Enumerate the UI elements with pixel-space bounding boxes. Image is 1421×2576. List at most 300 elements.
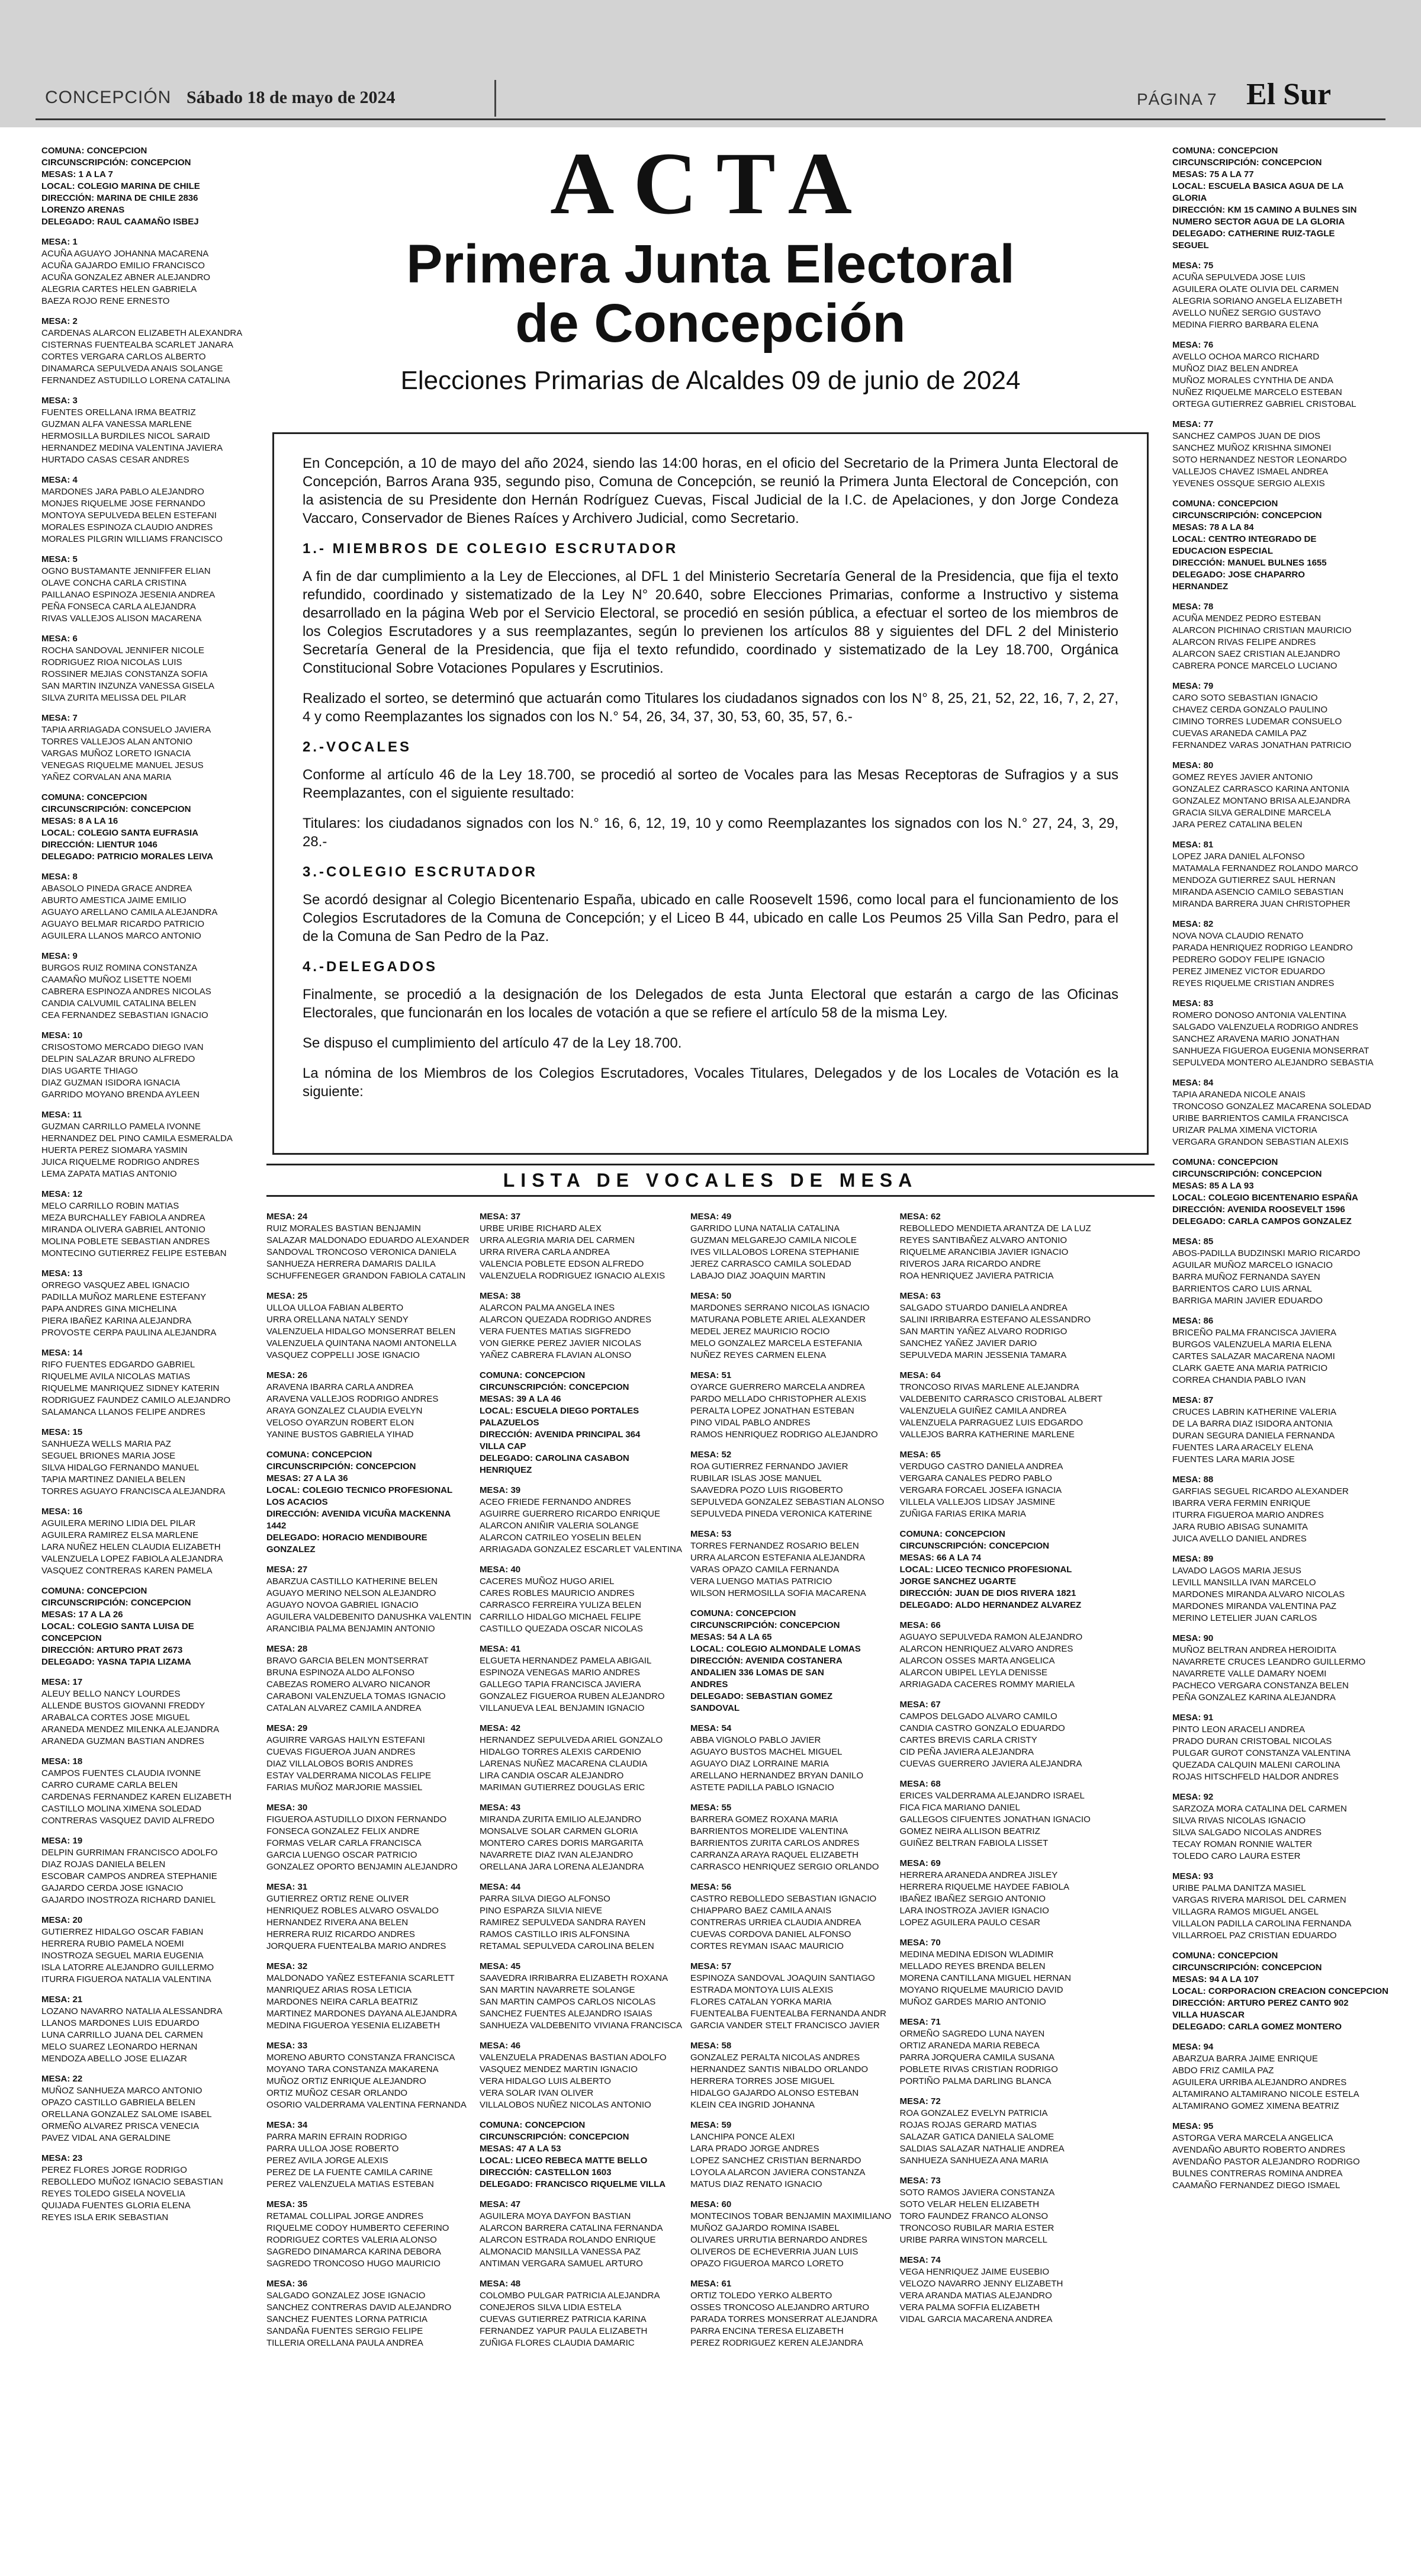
local-info-line: MESAS: 17 A LA 26 bbox=[41, 1610, 123, 1620]
vocal-name: REBOLLEDO MENDIETA ARANTZA DE LA LUZ bbox=[899, 1223, 1091, 1234]
vocal-name: AGUILERA URRIBA ALEJANDRO ANDRES bbox=[1172, 2077, 1347, 2087]
mesa-block bbox=[41, 1756, 232, 1827]
local-info-line: LOCAL: COLEGIO TECNICO PROFESIONAL bbox=[266, 1485, 453, 1495]
local-info-line: DELEGADO: CAROLINA CASABON bbox=[479, 1453, 629, 1463]
local-info-line: LOCAL: COLEGIO BICENTENARIO ESPAÑA bbox=[1172, 1193, 1358, 1203]
vocal-name: CARRASCO FERREIRA YULIZA BELEN bbox=[479, 1600, 642, 1610]
local-info-line: 1442 bbox=[266, 1521, 287, 1531]
mesa-title: MESA: 90 bbox=[1172, 1633, 1214, 1643]
vocal-name: BRAVO GARCIA BELEN MONTSERRAT bbox=[266, 1656, 429, 1666]
mesa-title: MESA: 15 bbox=[41, 1427, 83, 1437]
paragraph-6: Finalmente, se procedió a la designación de los Delegados de esta Junta Electoral que estarán a cargo de las Oficinas Electorales, que funcionarán en los locales de votación a que se refiere el artículo 58 de la misma Ley. bbox=[303, 987, 1118, 1021]
vocal-name: VILLAGRA RAMOS MIGUEL ANGEL bbox=[1172, 1907, 1319, 1917]
mesa-block bbox=[690, 2040, 892, 2111]
vocal-name: MARDONES MIRANDA ALVARO NICOLAS bbox=[1172, 1589, 1345, 1599]
vocal-name: ALARCON UBIPEL LEYLA DENISSE bbox=[899, 1668, 1048, 1678]
vocal-name: ZUÑIGA FARIAS ERIKA MARIA bbox=[899, 1509, 1026, 1519]
mesa-title: MESA: 94 bbox=[1172, 2042, 1214, 2052]
vocal-name: NUÑEZ REYES CARMEN ELENA bbox=[690, 1350, 827, 1360]
mesa-column bbox=[480, 1211, 682, 2561]
vocal-name: PEREZ RODRIGUEZ KEREN ALEJANDRA bbox=[690, 2338, 863, 2348]
vocal-name: URIBE PALMA DANITZA MASIEL bbox=[1172, 1883, 1306, 1893]
mesa-title: MESA: 43 bbox=[479, 1803, 521, 1813]
vocal-name: CUEVAS CORDOVA DANIEL ALFONSO bbox=[690, 1929, 851, 1939]
mesa-title: MESA: 6 bbox=[41, 634, 78, 644]
vocal-name: MORENA CANTILLANA MIGUEL HERNAN bbox=[899, 1973, 1071, 1983]
vocal-name: GUTIERREZ HIDALGO OSCAR FABIAN bbox=[41, 1927, 204, 1937]
mesa-block bbox=[480, 2040, 682, 2111]
vocal-name: VENEGAS RIQUELME MANUEL JESUS bbox=[41, 760, 204, 770]
mesa-block bbox=[1172, 339, 1368, 410]
vocal-name: ERICES VALDERRAMA ALEJANDRO ISRAEL bbox=[899, 1791, 1085, 1801]
vocal-name: VILLARROEL PAZ CRISTIAN EDUARDO bbox=[1172, 1931, 1337, 1941]
vocal-name: GRACIA SILVA GERALDINE MARCELA bbox=[1172, 808, 1331, 818]
vocal-name: FUENTEALBA FUENTEALBA FERNANDA ANDR bbox=[690, 2009, 886, 2019]
vocal-name: FUENTES LARA ARACELY ELENA bbox=[1172, 1443, 1313, 1453]
vocal-name: RETAMAL SEPULVEDA CAROLINA BELEN bbox=[479, 1941, 654, 1951]
vocal-name: VERA PALMA SOFFIA ELIZABETH bbox=[899, 2302, 1040, 2312]
mesa-title: MESA: 88 bbox=[1172, 1475, 1214, 1485]
vocal-name: HERNANDEZ RIVERA ANA BELEN bbox=[266, 1917, 409, 1928]
mesa-block bbox=[41, 1835, 219, 1906]
vocal-name: AVELLO NUÑEZ SERGIO GUSTAVO bbox=[1172, 308, 1321, 318]
mesa-block bbox=[41, 474, 223, 545]
vocal-name: ANTIMAN VERGARA SAMUEL ARTURO bbox=[479, 2259, 643, 2269]
vocal-name: GARCIA VANDER STELT FRANCISCO JAVIER bbox=[690, 2021, 880, 2031]
vocal-name: SEPULVEDA MONTERO ALEJANDRO SEBASTIA bbox=[1172, 1058, 1374, 1068]
vocal-name: MUÑOZ MORALES CYNTHIA DE ANDA bbox=[1172, 375, 1333, 386]
vocal-name: VALENCIA POBLETE EDSON ALFREDO bbox=[479, 1259, 644, 1269]
vocal-name: MUÑOZ BELTRAN ANDREA HEROIDITA bbox=[1172, 1645, 1336, 1655]
vocal-name: RIVEROS JARA RICARDO ANDRE bbox=[899, 1259, 1041, 1269]
local-info-line: CIRCUNSCRIPCIÓN: CONCEPCION bbox=[479, 1382, 629, 1392]
mesa-block bbox=[1172, 2041, 1368, 2112]
vocal-name: ORMEÑO ALVAREZ PRISCA VENECIA bbox=[41, 2121, 200, 2131]
vocal-name: CONEJEROS SILVA LIDIA ESTELA bbox=[479, 2302, 622, 2312]
mesa-title: MESA: 84 bbox=[1172, 1078, 1214, 1088]
intro-paragraph: En Concepción, a 10 de mayo del año 2024, siendo las 14:00 horas, en el oficio del Secretario de la Primera Junta Electoral de Concepción, Barros Arana 935, segundo piso, Comuna de Concepción, se reunió la Primera Junta Electoral de Concepción, con la asistencia de su Presidente don Hernán Rodríguez Cuevas, Fiscal Judicial de la I.C. de Apelaciones, y don Jorge Condeza Vaccaro, Conservador de Bienes Raíces y Archivero Judicial, como Secretario. bbox=[303, 455, 1118, 526]
vocal-name: TECAY ROMAN RONNIE WALTER bbox=[1172, 1839, 1313, 1849]
mesa-block bbox=[1172, 1077, 1371, 1148]
vocal-name: TORO FAUNDEZ FRANCO ALONSO bbox=[899, 2211, 1049, 2221]
mesa-block bbox=[480, 1290, 682, 1361]
vocal-name: JUICA AVELLO DANIEL ANDRES bbox=[1172, 1534, 1307, 1544]
mesa-title: MESA: 12 bbox=[41, 1189, 83, 1199]
mesa-title: MESA: 91 bbox=[1172, 1713, 1214, 1723]
vocal-name: TORRES VALLEJOS ALAN ANTONIO bbox=[41, 737, 193, 747]
vocal-name: ROA GONZALEZ EVELYN PATRICIA bbox=[899, 2108, 1048, 2118]
mesa-block bbox=[899, 1370, 1102, 1441]
vocal-name: LOPEZ SANCHEZ CRISTIAN BERNARDO bbox=[690, 2156, 861, 2166]
vocal-name: HERRERA RUBIO PAMELA NOEMI bbox=[41, 1939, 184, 1949]
mesa-title: MESA: 89 bbox=[1172, 1554, 1214, 1564]
mesa-title: MESA: 27 bbox=[266, 1565, 308, 1575]
section-heading-1: 1.- MIEMBROS DE COLEGIO ESCRUTADOR bbox=[303, 541, 679, 557]
vocal-name: AVENDAÑO PASTOR ALEJANDRO RODRIGO bbox=[1172, 2157, 1360, 2167]
mesa-block bbox=[266, 1290, 471, 1361]
vocal-name: ARANCIBIA PALMA BENJAMIN ANTONIO bbox=[266, 1624, 435, 1634]
mesa-block bbox=[266, 2199, 471, 2270]
vocal-name: ORELLANA JARA LORENA ALEJANDRA bbox=[479, 1862, 644, 1872]
mesa-block bbox=[266, 1723, 471, 1794]
vocal-name: ESCOBAR CAMPOS ANDREA STEPHANIE bbox=[41, 1871, 217, 1881]
local-info-line: DELEGADO: FRANCISCO RIQUELME VILLA bbox=[479, 2179, 666, 2189]
mesa-block bbox=[480, 1485, 682, 1556]
vocal-name: CUEVAS FIGUEROA JUAN ANDRES bbox=[266, 1747, 416, 1757]
mesa-title: MESA: 44 bbox=[479, 1882, 521, 1892]
mesa-block bbox=[41, 2153, 223, 2224]
vocal-name: VELOSO OYARZUN ROBERT ELON bbox=[266, 1418, 414, 1428]
vocal-name: BARRIENTOS ZURITA CARLOS ANDRES bbox=[690, 1838, 860, 1848]
vocal-name: ITURRA FIGUEROA MARIO ANDRES bbox=[1172, 1510, 1324, 1520]
mesa-title: MESA: 4 bbox=[41, 475, 78, 485]
mesa-block bbox=[690, 1961, 892, 2032]
local-info-line: DIRECCIÓN: KM 15 CAMINO A BULNES SIN bbox=[1172, 205, 1357, 215]
vocal-name: PROVOSTE CERPA PAULINA ALEJANDRA bbox=[41, 1328, 217, 1338]
vocal-name: QUIJADA FUENTES GLORIA ELENA bbox=[41, 2201, 191, 2211]
vocal-name: CONTRERAS URRIEA CLAUDIA ANDREA bbox=[690, 1917, 861, 1928]
vocal-name: NUÑEZ RIQUELME MARCELO ESTEBAN bbox=[1172, 387, 1342, 397]
local-info-line: COMUNA: CONCEPCION bbox=[1172, 1157, 1278, 1167]
mesa-title: MESA: 45 bbox=[479, 1961, 521, 1971]
mesa-block bbox=[266, 2119, 471, 2190]
vocal-name: CHIAPPARO BAEZ CAMILA ANAIS bbox=[690, 1906, 832, 1916]
vocal-name: ALEUY BELLO NANCY LOURDES bbox=[41, 1689, 181, 1699]
local-info-line: HERNANDEZ bbox=[1172, 582, 1229, 592]
vocal-name: VARGAS MUÑOZ LORETO IGNACIA bbox=[41, 749, 191, 759]
vocal-name: BARRERA GOMEZ ROXANA MARIA bbox=[690, 1814, 838, 1825]
vocal-name: PARADA TORRES MONSERRAT ALEJANDRA bbox=[690, 2314, 878, 2324]
vocal-name: ESTRADA MONTOYA LUIS ALEXIS bbox=[690, 1985, 834, 1995]
vocal-name: LEMA ZAPATA MATIAS ANTONIO bbox=[41, 1169, 177, 1179]
vocal-name: GONZALEZ OPORTO BENJAMIN ALEJANDRO bbox=[266, 1862, 458, 1872]
mesa-title: MESA: 75 bbox=[1172, 261, 1214, 271]
vocal-name: MIRANDA BARRERA JUAN CHRISTOPHER bbox=[1172, 899, 1351, 909]
vocal-name: PAVEZ VIDAL ANA GERALDINE bbox=[41, 2133, 171, 2143]
vocal-name: GUZMAN CARRILLO PAMELA IVONNE bbox=[41, 1122, 201, 1132]
vocal-name: ACUÑA GAJARDO EMILIO FRANCISCO bbox=[41, 261, 205, 271]
vocal-name: HERRERA RUIZ RICARDO ANDRES bbox=[266, 1929, 415, 1939]
vocal-name: GONZALEZ CARRASCO KARINA ANTONIA bbox=[1172, 784, 1349, 794]
vocal-name: AVELLO OCHOA MARCO RICHARD bbox=[1172, 352, 1320, 362]
local-info-line: DELEGADO: SEBASTIAN GOMEZ bbox=[690, 1691, 832, 1701]
local-info-line: DELEGADO: JOSE CHAPARRO bbox=[1172, 570, 1305, 580]
vocal-name: SAN MARTIN YAÑEZ ALVARO RODRIGO bbox=[899, 1326, 1068, 1337]
mesa-title: MESA: 95 bbox=[1172, 2121, 1214, 2131]
vocal-name: SAGREDO DINAMARCA KARINA DEBORA bbox=[266, 2247, 442, 2257]
vocal-name: SILVA ZURITA MELISSA DEL PILAR bbox=[41, 693, 187, 703]
local-info-line: LOS ACACIOS bbox=[266, 1497, 328, 1507]
mesa-block bbox=[41, 712, 219, 783]
vocal-name: PEREZ AVILA JORGE ALEXIS bbox=[266, 2156, 388, 2166]
mesa-block bbox=[480, 1643, 682, 1714]
local-info-line: CIRCUNSCRIPCIÓN: CONCEPCION bbox=[1172, 1169, 1322, 1179]
mesa-title: MESA: 63 bbox=[899, 1291, 941, 1301]
mesa-title: MESA: 73 bbox=[899, 2176, 941, 2186]
mesa-block bbox=[480, 1723, 682, 1794]
mesa-block bbox=[480, 1211, 682, 1282]
vocal-name: PADILLA MUÑOZ MARLENE ESTEFANY bbox=[41, 1292, 207, 1302]
vocal-name: MARDONES JARA PABLO ALEJANDRO bbox=[41, 487, 204, 497]
vocal-name: PEREZ VALENZUELA MATIAS ESTEBAN bbox=[266, 2179, 434, 2189]
vocal-name: SALAZAR MALDONADO EDUARDO ALEXANDER bbox=[266, 1235, 470, 1245]
vocal-name: HERNANDEZ MEDINA VALENTINA JAVIERA bbox=[41, 443, 223, 453]
local-info-line: COMUNA: CONCEPCION bbox=[899, 1529, 1005, 1539]
mesa-block bbox=[1172, 1395, 1368, 1466]
vocal-name: YANINE BUSTOS GABRIELA YIHAD bbox=[266, 1430, 414, 1440]
mesa-block bbox=[899, 2016, 1102, 2087]
vocal-name: BARRA MUÑOZ FERNANDA SAYEN bbox=[1172, 1272, 1320, 1282]
vocal-name: HERRERA RIQUELME HAYDEE FABIOLA bbox=[899, 1882, 1069, 1892]
vocal-name: PARDO MELLADO CHRISTOPHER ALEXIS bbox=[690, 1394, 867, 1404]
vocal-name: VILLANUEVA LEAL BENJAMIN IGNACIO bbox=[479, 1703, 645, 1713]
mesa-block bbox=[1172, 1236, 1368, 1307]
vocal-name: SEGUEL BRIONES MARIA JOSE bbox=[41, 1451, 176, 1461]
mesa-block bbox=[1172, 1553, 1368, 1624]
local-info-line: DIRECCIÓN: AVENIDA VICUÑA MACKENNA bbox=[266, 1509, 451, 1519]
vocal-name: ORTIZ ARANEDA MARIA REBECA bbox=[899, 2041, 1040, 2051]
mesa-block bbox=[1172, 1712, 1368, 1783]
vocal-name: VERGARA FORCAEL JOSEFA IGNACIA bbox=[899, 1485, 1062, 1495]
mesa-block bbox=[41, 950, 219, 1022]
local-info-line: COMUNA: CONCEPCION bbox=[41, 792, 147, 802]
vocal-name: PEDRERO GODOY FELIPE IGNACIO bbox=[1172, 955, 1325, 965]
vocal-name: CUEVAS GUERRERO JAVIERA ALEJANDRA bbox=[899, 1759, 1082, 1769]
vocal-name: SANCHEZ CAMPOS JUAN DE DIOS bbox=[1172, 431, 1321, 441]
vocal-name: REYES TOLEDO GISELA NOVELIA bbox=[41, 2189, 185, 2199]
vocal-name: ULLOA ULLOA FABIAN ALBERTO bbox=[266, 1303, 404, 1313]
vocal-name: DELPIN SALAZAR BRUNO ALFREDO bbox=[41, 1054, 195, 1064]
vocal-name: ACUÑA GONZALEZ ABNER ALEJANDRO bbox=[41, 272, 211, 282]
mesa-title: MESA: 20 bbox=[41, 1915, 83, 1925]
local-info-block bbox=[480, 2119, 682, 2190]
vocal-name: MORALES PILGRIN WILLIAMS FRANCISCO bbox=[41, 534, 223, 544]
vocal-name: SAAVEDRA POZO LUIS RIGOBERTO bbox=[690, 1485, 843, 1495]
vocal-name: VERGARA CANALES PEDRO PABLO bbox=[899, 1473, 1052, 1483]
vocal-name: MUÑOZ SANHUEZA MARCO ANTONIO bbox=[41, 2086, 202, 2096]
local-info-line: COMUNA: CONCEPCION bbox=[41, 1586, 147, 1596]
vocal-name: HERNANDEZ DEL PINO CAMILA ESMERALDA bbox=[41, 1133, 233, 1144]
vocal-name: ORTEGA GUTIERREZ GABRIEL CRISTOBAL bbox=[1172, 399, 1356, 409]
mesa-block bbox=[690, 2278, 892, 2349]
mesa-block bbox=[899, 1620, 1102, 1691]
vocal-name: MUÑOZ ORTIZ ENRIQUE ALEJANDRO bbox=[266, 2076, 426, 2086]
mesa-title: MESA: 3 bbox=[41, 396, 78, 406]
local-info-line: COMUNA: CONCEPCION bbox=[41, 146, 147, 156]
vocal-name: MUÑOZ GARDES MARIO ANTONIO bbox=[899, 1997, 1046, 2007]
vocal-name: HERNANDEZ SEPULVEDA ARIEL GONZALO bbox=[479, 1735, 663, 1745]
vocal-name: CLARK GAETE ANA MARIA PATRICIO bbox=[1172, 1363, 1328, 1373]
vocal-name: RIQUELME ARANCIBIA JAVIER IGNACIO bbox=[899, 1247, 1069, 1257]
local-info-line: LOCAL: CORPORACION CREACION CONCEPCION bbox=[1172, 1986, 1389, 1996]
vocal-name: PARRA JORQUERA CAMILA SUSANA bbox=[899, 2053, 1055, 2063]
vocal-name: DURAN SEGURA DANIELA FERNANDA bbox=[1172, 1431, 1335, 1441]
mesa-title: MESA: 13 bbox=[41, 1268, 83, 1279]
local-info-line: MESAS: 85 A LA 93 bbox=[1172, 1181, 1254, 1191]
vocal-name: ARAYA GONZALEZ CLAUDIA EVELYN bbox=[266, 1406, 423, 1416]
vocal-name: PAPA ANDRES GINA MICHELINA bbox=[41, 1304, 177, 1314]
vocal-name: MONSALVE SOLAR CARMEN GLORIA bbox=[479, 1826, 638, 1836]
vocal-name: MEDEL JEREZ MAURICIO ROCIO bbox=[690, 1326, 830, 1337]
mesa-block bbox=[480, 1564, 682, 1635]
vocal-name: CARO SOTO SEBASTIAN IGNACIO bbox=[1172, 693, 1318, 703]
local-info-line: MESAS: 75 A LA 77 bbox=[1172, 169, 1254, 179]
local-info-line: LOCAL: COLEGIO SANTA LUISA DE bbox=[41, 1621, 194, 1631]
vocal-name: PEREZ DE LA FUENTE CAMILA CARINE bbox=[266, 2167, 433, 2177]
vocal-name: ESPINOZA VENEGAS MARIO ANDRES bbox=[479, 1668, 640, 1678]
vocal-name: SAN MARTIN NAVARRETE SOLANGE bbox=[479, 1985, 635, 1995]
vocal-name: LOZANO NAVARRO NATALIA ALESSANDRA bbox=[41, 2006, 223, 2016]
vocal-name: AGUAYO BELMAR RICARDO PATRICIO bbox=[41, 919, 205, 929]
vocal-name: HUERTA PEREZ SIOMARA YASMIN bbox=[41, 1145, 188, 1155]
mesa-block bbox=[41, 1994, 223, 2065]
mesa-title: MESA: 59 bbox=[690, 2120, 732, 2130]
mesa-block bbox=[690, 1449, 892, 1520]
paragraph-5: Se acordó designar al Colegio Bicentenario España, ubicado en calle Roosevelt 1596, como local para el funcionamiento de los Colegios Escrutadores de la Comuna de Concepción; y el Liceo B 44, ubicado en calle Los Peumos 25 Villa San Pedro, para el de la Comuna de San Pedro de la Paz. bbox=[303, 892, 1118, 945]
vocal-name: VERA LUENGO MATIAS PATRICIO bbox=[690, 1576, 832, 1586]
local-info-line: VILLA HUASCAR bbox=[1172, 2010, 1245, 2020]
mesa-title: MESA: 46 bbox=[479, 2041, 521, 2051]
junta-title-line1: Primera Junta Electoral bbox=[406, 234, 1015, 294]
paragraph-7: Se dispuso el cumplimiento del artículo 47 de la Ley 18.700. bbox=[303, 1035, 682, 1051]
vocal-name: TOLEDO CARO LAURA ESTER bbox=[1172, 1851, 1301, 1861]
local-info-line: COMUNA: CONCEPCION bbox=[690, 1608, 796, 1618]
vocal-name: VALENZUELA LOPEZ FABIOLA ALEJANDRA bbox=[41, 1554, 223, 1564]
mesa-title: MESA: 29 bbox=[266, 1723, 308, 1733]
vocal-name: CARTES SALAZAR MACARENA NAOMI bbox=[1172, 1351, 1335, 1361]
vocal-name: FONSECA GONZALEZ FELIX ANDRE bbox=[266, 1826, 420, 1836]
vocal-name: LEVILL MANSILLA IVAN MARCELO bbox=[1172, 1578, 1316, 1588]
mesa-title: MESA: 17 bbox=[41, 1677, 83, 1687]
mesa-title: MESA: 31 bbox=[266, 1882, 308, 1892]
vocal-name: URIBE BARRIENTOS CAMILA FRANCISCA bbox=[1172, 1113, 1349, 1123]
vocal-name: INOSTROZA SEGUEL MARIA EUGENIA bbox=[41, 1951, 204, 1961]
vocal-name: ACUÑA SEPULVEDA JOSE LUIS bbox=[1172, 272, 1306, 282]
vocal-name: AGUILERA MERINO LIDIA DEL PILAR bbox=[41, 1518, 196, 1528]
vocal-name: BURGOS RUIZ ROMINA CONSTANZA bbox=[41, 963, 198, 973]
vocal-name: SAN MARTIN CAMPOS CARLOS NICOLAS bbox=[479, 1997, 656, 2007]
mesa-block bbox=[690, 1528, 892, 1599]
paragraph-2: Realizado el sorteo, se determinó que actuarán como Titulares los ciudadanos signados con los N° 8, 25, 21, 52, 22, 16, 7, 2, 27, 4 y como Reemplazantes los signados con los N.° 54, 26, 34, 37, 30, 53, 60, 35, 57, 6.- bbox=[303, 690, 1118, 725]
vocal-name: DIAZ ROJAS DANIELA BELEN bbox=[41, 1859, 166, 1870]
vocal-name: MARDONES NEIRA CARLA BEATRIZ bbox=[266, 1997, 418, 2007]
vocal-name: CRUCES LABRIN KATHERINE VALERIA bbox=[1172, 1407, 1337, 1417]
vocal-name: RODRIGUEZ RIOA NICOLAS LUIS bbox=[41, 657, 182, 667]
local-info-line: ANDALIEN 336 LOMAS DE SAN bbox=[690, 1668, 824, 1678]
mesa-block bbox=[690, 1370, 892, 1441]
vocal-name: CAMPOS DELGADO ALVARO CAMILO bbox=[899, 1711, 1057, 1721]
mesa-block bbox=[899, 1211, 1102, 1282]
vocal-name: URIZAR PALMA XIMENA VICTORIA bbox=[1172, 1125, 1317, 1135]
vocal-name: TORRES AGUAYO FRANCISCA ALEJANDRA bbox=[41, 1486, 226, 1496]
local-info-line: COMUNA: CONCEPCION bbox=[479, 1370, 586, 1380]
vocal-name: FLORES CATALAN YORKA MARIA bbox=[690, 1997, 832, 2007]
local-info-line: LOCAL: ESCUELA DIEGO PORTALES bbox=[479, 1406, 639, 1416]
mesa-block bbox=[899, 2254, 1102, 2326]
vocal-name: FARIAS MUÑOZ MARJORIE MASSIEL bbox=[266, 1782, 423, 1793]
vocal-name: LARA INOSTROZA JAVIER IGNACIO bbox=[899, 1906, 1049, 1916]
local-info-line: VILLA CAP bbox=[479, 1441, 526, 1451]
local-info-line: MESAS: 78 A LA 84 bbox=[1172, 522, 1254, 532]
vocal-name: OGNO BUSTAMANTE JENNIFFER ELIAN bbox=[41, 566, 211, 576]
vocal-name: VIDAL GARCIA MACARENA ANDREA bbox=[899, 2314, 1053, 2324]
vocal-name: TRONCOSO RUBILAR MARIA ESTER bbox=[899, 2223, 1055, 2233]
mesa-block bbox=[41, 236, 219, 307]
vocal-name: ALARCON RIVAS FELIPE ANDRES bbox=[1172, 637, 1316, 647]
mesa-block bbox=[1172, 601, 1368, 672]
vocal-name: SANHUEZA WELLS MARIA PAZ bbox=[41, 1439, 171, 1449]
vocal-name: CARES ROBLES MAURICIO ANDRES bbox=[479, 1588, 635, 1598]
vocal-name: VALENZUELA RODRIGUEZ IGNACIO ALEXIS bbox=[479, 1271, 666, 1281]
mesa-title: MESA: 61 bbox=[690, 2279, 732, 2289]
vocal-name: MALDONADO YAÑEZ ESTEFANIA SCARLETT bbox=[266, 1973, 455, 1983]
vocal-name: GOMEZ REYES JAVIER ANTONIO bbox=[1172, 772, 1313, 782]
paragraph-1: A fin de dar cumplimiento a la Ley de Elecciones, al DFL 1 del Ministerio Secretaría General de la Presidencia, que fija el texto refundido, coordinado y sistematizado de la Ley N° 20.640, sobre Elecciones Primarias, conforme a Instructivo y sistema desarrollado en la página Web por el Servicio Electoral, se procedió en sesión pública, a efectuar el sorteo de los miembros de los Colegios Escrutadores y a sus reemplazantes, según lo previenen los artículos 88 y siguientes del DFL 2 del Ministerio Secretaría General de la Presidencia, que fija el texto refundido, coordinado y sistematizado de la Ley 18.700, Orgánica Constitucional Sobre Votaciones Populares y Escrutinios. bbox=[303, 568, 1118, 676]
vocal-name: GONZALEZ FIGUEROA RUBEN ALEJANDRO bbox=[479, 1691, 665, 1701]
vocal-name: SEPULVEDA MARIN JESSENIA TAMARA bbox=[899, 1350, 1067, 1360]
vocal-name: MARDONES MIRANDA VALENTINA PAZ bbox=[1172, 1601, 1336, 1611]
vocal-name: CAAMAÑO FERNANDEZ DIEGO ISMAEL bbox=[1172, 2180, 1340, 2190]
vocal-name: PACHECO VERGARA CONSTANZA BELEN bbox=[1172, 1681, 1349, 1691]
vocal-name: ARAVENA IBARRA CARLA ANDREA bbox=[266, 1382, 414, 1392]
local-info-line: LOCAL: COLEGIO ALMONDALE LOMAS bbox=[690, 1644, 861, 1654]
mesa-block bbox=[41, 633, 219, 704]
section-label: CONCEPCIÓN bbox=[45, 88, 172, 107]
local-info-line: MESAS: 54 A LA 65 bbox=[690, 1632, 772, 1642]
vocal-name: CARABONI VALENZUELA TOMAS IGNACIO bbox=[266, 1691, 446, 1701]
vocal-name: ORREGO VASQUEZ ABEL IGNACIO bbox=[41, 1280, 190, 1290]
vocal-name: PINO VIDAL PABLO ANDRES bbox=[690, 1418, 811, 1428]
mesa-block bbox=[480, 1961, 682, 2032]
vocal-name: CABRERA ESPINOZA ANDRES NICOLAS bbox=[41, 987, 211, 997]
vocal-name: VILLELA VALLEJOS LIDSAY JASMINE bbox=[899, 1497, 1056, 1507]
vocal-name: RAMIREZ SEPULVEDA SANDRA RAYEN bbox=[479, 1917, 646, 1928]
local-info-block bbox=[1172, 145, 1368, 252]
vocal-name: PERALTA LOPEZ JONATHAN ESTEBAN bbox=[690, 1406, 854, 1416]
vocal-name: MONJES RIQUELME JOSE FERNANDO bbox=[41, 499, 205, 509]
vocal-name: URBE URIBE RICHARD ALEX bbox=[479, 1223, 602, 1234]
vocal-name: REYES ISLA ERIK SEBASTIAN bbox=[41, 2212, 169, 2222]
vocal-name: CANDIA CASTRO GONZALO EDUARDO bbox=[899, 1723, 1065, 1733]
vocal-name: VASQUEZ CONTRERAS KAREN PAMELA bbox=[41, 1566, 213, 1576]
vocal-name: ALLENDE BUSTOS GIOVANNI FREDDY bbox=[41, 1701, 205, 1711]
vocal-name: FERNANDEZ VARAS JONATHAN PATRICIO bbox=[1172, 740, 1352, 750]
vocal-name: MUÑOZ GAJARDO ROMINA ISABEL bbox=[690, 2223, 840, 2233]
local-info-line: COMUNA: CONCEPCION bbox=[479, 2120, 586, 2130]
vocal-name: ACUÑA MENDEZ PEDRO ESTEBAN bbox=[1172, 614, 1321, 624]
vocal-name: VALLEJOS BARRA KATHERINE MARLENE bbox=[899, 1430, 1075, 1440]
section-heading-4: 4.-DELEGADOS bbox=[303, 959, 438, 975]
vocal-name: IBARRA VERA FERMIN ENRIQUE bbox=[1172, 1498, 1311, 1508]
vocal-name: GONZALEZ MONTANO BRISA ALEJANDRA bbox=[1172, 796, 1351, 806]
mesa-title: MESA: 23 bbox=[41, 2153, 83, 2163]
mesa-block bbox=[899, 2175, 1102, 2246]
local-info-line: DELEGADO: HORACIO MENDIBOURE bbox=[266, 1533, 427, 1543]
vocal-name: CIMINO TORRES LUDEMAR CONSUELO bbox=[1172, 717, 1342, 727]
vocal-name: ROSSINER MEJIAS CONSTANZA SOFIA bbox=[41, 669, 208, 679]
vocal-name: NAVARRETE DIAZ IVAN ALEJANDRO bbox=[479, 1850, 634, 1860]
mesa-block bbox=[1172, 1871, 1368, 1942]
vocal-name: HERRERA TORRES JOSE MIGUEL bbox=[690, 2076, 835, 2086]
mesa-title: MESA: 51 bbox=[690, 1370, 732, 1380]
local-info-line: CIRCUNSCRIPCIÓN: CONCEPCION bbox=[899, 1541, 1049, 1551]
mesa-title: MESA: 50 bbox=[690, 1291, 732, 1301]
mesa-title: MESA: 38 bbox=[479, 1291, 521, 1301]
vocal-name: AGUAYO ARELLANO CAMILA ALEJANDRA bbox=[41, 907, 218, 917]
vocal-name: CARTES BREVIS CARLA CRISTY bbox=[899, 1735, 1037, 1745]
vocal-name: YAÑEZ CORVALAN ANA MARIA bbox=[41, 772, 172, 782]
vocal-name: PARRA ENCINA TERESA ELIZABETH bbox=[690, 2326, 844, 2336]
